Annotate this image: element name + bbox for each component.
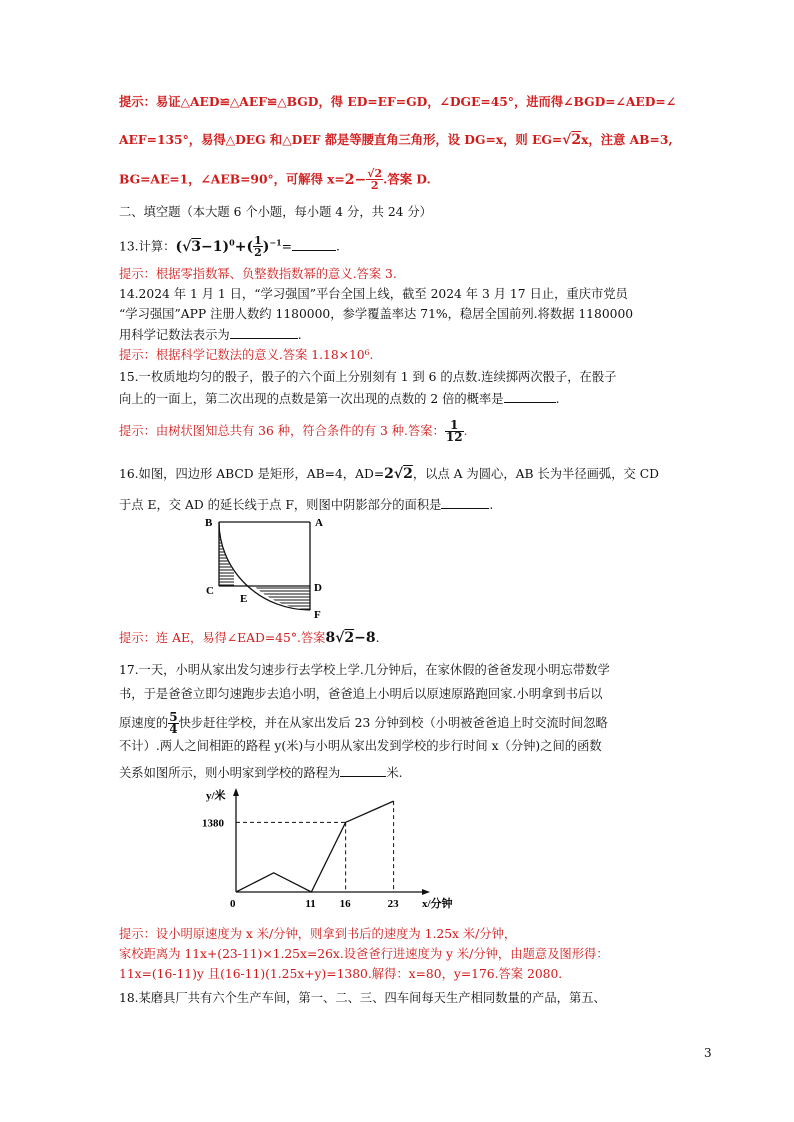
label-c: C xyxy=(206,585,214,597)
fraction-denominator: 4 xyxy=(169,722,178,736)
q17-line4: 不计）.两人之间相距的路程 y(米)与小明从家出发到学校的步行时间 x（分钟)之间的函数 xyxy=(119,739,602,753)
q14-line3-text: 用科学记数法表示为 xyxy=(119,328,230,342)
q16-line1 xyxy=(119,466,659,482)
q16-line2 xyxy=(119,496,493,513)
q17-hint-line2: 家校距离为 11x+(23-11)×1.25x=26x.设爸爸行进速度为 y 米/分钟，由题意及图形得： xyxy=(119,947,609,961)
q12-hint-line1: 提示：易证△AED≌△AEF≌△BGD，得 ED=EF=GD，∠DGE=45°，进而得∠BGD=∠AED=∠ xyxy=(119,94,677,109)
fraction-numerator: 5 xyxy=(169,710,178,724)
rectangle-arc-figure xyxy=(200,512,330,624)
q14-line3-end: . xyxy=(297,328,302,342)
q16-line2-end: . xyxy=(489,498,494,512)
question-13 xyxy=(119,234,340,258)
q17-line5-end: 米. xyxy=(386,766,403,780)
x-tick-label-11: 11 xyxy=(305,898,316,910)
q14-hint: 提示：根据科学记数法的意义.答案 1.18×10⁶. xyxy=(119,348,374,362)
q12-hint-line2 xyxy=(119,132,673,148)
answer-expression: 2− $\frac{√2}{2}$ xyxy=(344,167,383,192)
q15-line2-end: . xyxy=(555,392,560,406)
answer-blank xyxy=(292,238,336,251)
distance-series-line xyxy=(236,801,394,892)
q12-hint-line3-a: BG=AE=1，∠AEB=90°，可解得 x= xyxy=(119,171,345,187)
q16-line1-b: ，以点 A 为圆心，AB 长为半径画弧，交 CD xyxy=(412,467,659,481)
x-tick-label-16: 16 xyxy=(339,898,351,910)
q15-hint-end: . xyxy=(463,424,468,438)
q17-line3 xyxy=(119,712,608,735)
distance-time-chart xyxy=(196,786,466,910)
q15-answer-fraction xyxy=(445,420,464,443)
label-b: B xyxy=(205,517,213,529)
page-number: 3 xyxy=(704,1046,712,1060)
x-axis-arrow xyxy=(422,889,430,895)
q13-end: . xyxy=(335,239,340,254)
q15-hint xyxy=(119,420,467,443)
q12-hint-line3 xyxy=(119,168,431,191)
x-tick-label-23: 23 xyxy=(387,898,399,910)
q17-line5-text: 关系如图所示，则小明家到学校的路程为 xyxy=(119,766,341,780)
y-tick-label-1380: 1380 xyxy=(202,817,224,830)
q17-line3-b: 快步赶往学校，并在从家出发后 23 分钟到校（小明被爸爸追上时交流时间忽略 xyxy=(178,716,608,730)
q17-line3-a: 原速度的 xyxy=(119,716,169,730)
q17-line2: 书，于是爸爸立即匀速跑步去追小明，爸爸追上小明后以原速原路跑回家.小明拿到书后以 xyxy=(119,687,603,701)
section-heading: 二、填空题（本大题 6 个小题，每小题 4 分，共 24 分） xyxy=(119,205,432,219)
q17-hint-line1: 提示：设小明原速度为 x 米/分钟，则拿到书后的速度为 1.25x 米/分钟， xyxy=(119,927,517,941)
q16-line2-text: 于点 E，交 AD 的延长线于点 F，则图中阴影部分的面积是 xyxy=(119,498,442,512)
y-axis-label: y/米 xyxy=(206,790,226,802)
x-axis-label: x/分钟 xyxy=(422,898,453,910)
shaded-region-left xyxy=(219,522,234,586)
fraction-denominator: 12 xyxy=(445,430,463,444)
q16-hint-end: . xyxy=(375,631,380,645)
q13-prefix: 13.计算： xyxy=(119,239,176,254)
q12-hint-line2-b: x，注意 AB=3, xyxy=(581,132,673,147)
q18-line1: 18.某磨具厂共有六个生产车间，第一、二、三、四车间每天生产相同数量的产品，第五、 xyxy=(119,991,606,1005)
q16-hint xyxy=(119,630,380,646)
origin-label: 0 xyxy=(230,898,236,910)
q17-fraction xyxy=(168,712,178,735)
q16-ad-value: 2√2 xyxy=(384,466,413,482)
answer-blank xyxy=(441,496,489,509)
q17-line1: 17.一天，小明从家出发匀速步行去学校上学.几分钟后，在家休假的爸爸发现小明忘带数学 xyxy=(119,663,610,677)
q15-hint-text: 提示：由树状图知总共有 36 种，符合条件的有 3 种.答案： xyxy=(119,424,445,438)
q15-line1: 15.一枚质地均匀的骰子，骰子的六个面上分别刻有 1 到 6 的点数.连续掷两次骰子，在骰子 xyxy=(119,370,617,384)
label-a: A xyxy=(315,517,323,529)
q13-hint: 提示：根据零指数幂、负整数指数幂的意义.答案 3. xyxy=(119,267,397,281)
fraction-numerator: 1 xyxy=(445,420,464,432)
q17-line5 xyxy=(119,764,403,781)
q15-line2-text: 向上的一面上，第二次出现的点数是第一次出现的点数的 2 倍的概率是 xyxy=(119,392,504,406)
q13-suffix: = xyxy=(281,239,292,254)
label-e: E xyxy=(240,593,248,605)
q14-line2: “学习强国”APP 注册人数约 1180000，参学覆盖率达 71%，稳居全国前列.将数据 1180000 xyxy=(119,307,634,321)
q16-line1-a: 16.如图，四边形 ABCD 是矩形，AB=4，AD= xyxy=(119,467,385,481)
q13-expression: $(√3-1)^0+$( $\frac{1}{2}$ )$^{-1}$ xyxy=(175,234,282,260)
q14-line3 xyxy=(119,326,302,343)
q15-line2 xyxy=(119,390,559,407)
answer-blank xyxy=(340,764,386,777)
label-f: F xyxy=(314,609,321,621)
q12-hint-line3-b: .答案 D. xyxy=(383,171,431,187)
answer-blank xyxy=(504,390,556,403)
q12-hint-line2-a: AEF=135°，易得△DEG 和△DEF 都是等腰直角三角形，设 DG=x，则 EG= xyxy=(119,132,563,147)
y-axis-arrow xyxy=(233,788,239,796)
answer-blank xyxy=(230,326,298,339)
q16-answer: 8√2−8 xyxy=(325,630,376,646)
sqrt2-expression: √2 xyxy=(562,132,582,148)
q14-line1: 14.2024 年 1 月 1 日，“学习强国”平台全国上线，截至 2024 年 3 月 17 日止，重庆市党员 xyxy=(119,287,628,301)
q17-hint-line3: 11x=(16-11)y 且(16-11)(1.25x+y)=1380.解得：x=80，y=176.答案 2080. xyxy=(119,967,563,981)
label-d: D xyxy=(314,582,322,594)
q16-hint-text: 提示：连 AE，易得∠EAD=45°.答案 xyxy=(119,631,326,645)
